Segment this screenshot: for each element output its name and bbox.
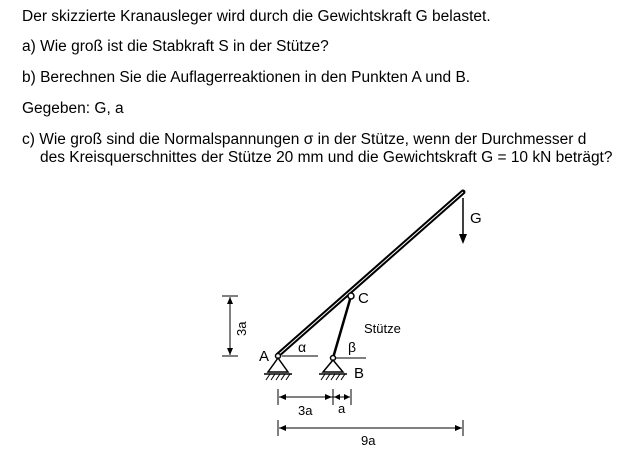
- label-alpha: α: [298, 339, 307, 355]
- label-dim-3a: 3a: [298, 403, 313, 418]
- joint-c: [348, 293, 354, 299]
- label-beta: β: [348, 339, 357, 355]
- load-arrow-g: [459, 198, 467, 244]
- question-b: b) Berechnen Sie die Auflagerreaktionen in den Punkten A und B.: [22, 69, 471, 86]
- label-stuetze: Stütze: [364, 321, 401, 336]
- support-b: [319, 356, 347, 381]
- label-b: B: [354, 365, 365, 382]
- question-c-line2: des Kreisquerschnittes der Stütze 20 mm und die Gewichtskraft G = 10 kN beträgt?: [40, 149, 613, 166]
- label-dim-height: 3a: [234, 321, 249, 336]
- question-c-line1: c) Wie groß sind die Normalspannungen σ in der Stütze, wenn der Durchmesser d: [22, 131, 587, 148]
- question-a: a) Wie groß ist die Stabkraft S in der Stütze?: [22, 38, 329, 55]
- label-dim-a: a: [338, 401, 346, 416]
- label-g: G: [470, 210, 482, 227]
- label-dim-9a: 9a: [361, 433, 376, 448]
- intro-text: Der skizzierte Kranausleger wird durch die Gewichtskraft G belastet.: [22, 8, 491, 25]
- label-c: C: [358, 290, 369, 307]
- given-values: Gegeben: G, a: [22, 100, 124, 117]
- label-a: A: [259, 348, 270, 365]
